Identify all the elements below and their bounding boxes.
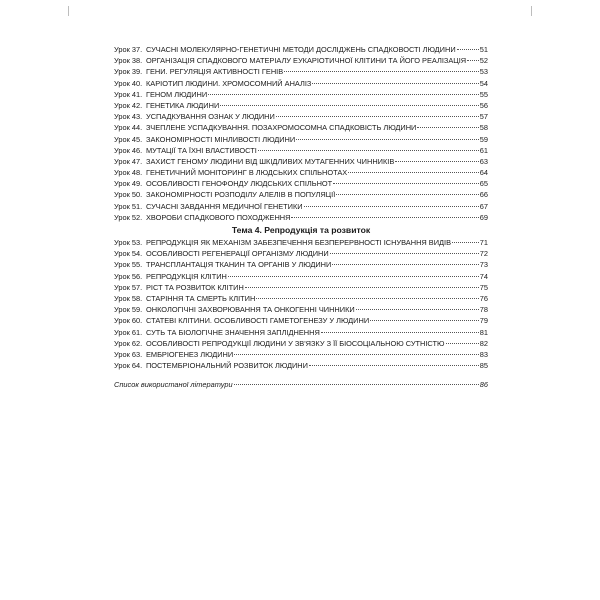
lesson-number: Урок 61. xyxy=(114,327,143,337)
lesson-title: ГЕНЕТИКА ЛЮДИНИ xyxy=(146,100,220,110)
page-number: 52 xyxy=(479,56,488,66)
references-row xyxy=(114,379,488,390)
lesson-title: ГЕНОМ ЛЮДИНИ xyxy=(146,89,208,99)
lesson-number: Урок 50. xyxy=(114,190,143,200)
dot-leader xyxy=(228,276,479,277)
toc-entry xyxy=(114,327,488,338)
lesson-number: Урок 57. xyxy=(114,282,143,292)
page-number: 56 xyxy=(479,100,488,110)
lesson-number: Урок 49. xyxy=(114,179,143,189)
dot-leader xyxy=(312,83,478,84)
lesson-title: ПОСТЕМБРІОНАЛЬНИЙ РОЗВИТОК ЛЮДИНИ xyxy=(146,361,308,371)
dot-leader xyxy=(467,60,479,61)
lesson-title: СУТЬ ТА БІОЛОГІЧНЕ ЗНАЧЕННЯ ЗАПЛІДНЕННЯ xyxy=(146,327,320,337)
toc-entry xyxy=(114,304,488,315)
lesson-title: РІСТ ТА РОЗВИТОК КЛІТИН xyxy=(146,282,244,292)
toc-entry xyxy=(114,315,488,326)
page-number: 83 xyxy=(479,349,488,359)
toc-entry xyxy=(114,349,488,360)
page-number: 57 xyxy=(479,112,488,122)
toc-entry xyxy=(114,156,488,167)
lesson-title: ОСОБЛИВОСТІ РЕГЕНЕРАЦІЇ ОРГАНІЗМУ ЛЮДИНИ xyxy=(146,249,329,259)
section-heading: Тема 4. Репродукція та розвиток xyxy=(231,225,371,235)
toc-entry xyxy=(114,293,488,304)
dot-leader xyxy=(309,365,479,366)
dot-leader xyxy=(321,332,479,333)
lesson-number: Урок 37. xyxy=(114,45,143,54)
toc-entry xyxy=(114,134,488,145)
dot-leader xyxy=(234,384,479,385)
lesson-title: МУТАЦІЇ ТА ЇХНІ ВЛАСТИВОСТІ xyxy=(146,145,257,155)
lesson-title: СТАТЕВІ КЛІТИНИ. ОСОБЛИВОСТІ ГАМЕТОГЕНЕЗУ У ЛЮДИНИ xyxy=(146,316,370,326)
lesson-title: ЗАКОНОМІРНОСТІ РОЗПОДІЛУ АЛЕЛІВ В ПОПУЛЯЦІЇ xyxy=(146,190,336,200)
dot-leader xyxy=(234,354,479,355)
toc-entry xyxy=(114,100,488,111)
lesson-number: Урок 59. xyxy=(114,305,143,315)
page-number: 82 xyxy=(479,338,488,348)
crop-mark-left xyxy=(68,6,69,16)
toc-entry xyxy=(114,201,488,212)
dot-leader xyxy=(348,172,479,173)
toc-entry xyxy=(114,122,488,133)
lesson-title: ОСОБЛИВОСТІ ГЕНОФОНДУ ЛЮДСЬКИХ СПІЛЬНОТ xyxy=(146,179,333,189)
lesson-number: Урок 53. xyxy=(114,238,143,247)
page-number: 51 xyxy=(479,45,488,54)
toc-entry xyxy=(114,167,488,178)
lesson-number: Урок 45. xyxy=(114,134,143,144)
toc-entry xyxy=(114,66,488,77)
lesson-title: ОСОБЛИВОСТІ РЕПРОДУКЦІЇ ЛЮДИНИ У ЗВ'ЯЗКУ З ЇЇ БІОСОЦІАЛЬНОЮ СУТНІСТЮ xyxy=(146,338,445,348)
page-number: 66 xyxy=(479,190,488,200)
page-number: 64 xyxy=(479,168,488,178)
lesson-number: Урок 38. xyxy=(114,56,143,66)
toc-entry xyxy=(114,78,488,89)
toc-entry xyxy=(114,178,488,189)
lesson-number: Урок 62. xyxy=(114,338,143,348)
toc-entry xyxy=(114,44,488,55)
toc-entry xyxy=(114,89,488,100)
toc-entry xyxy=(114,189,488,200)
page-number: 69 xyxy=(479,212,488,222)
page-number: 81 xyxy=(479,327,488,337)
page-number: 73 xyxy=(479,260,488,270)
lesson-title: СТАРІННЯ ТА СМЕРТЬ КЛІТИН xyxy=(146,293,256,303)
lesson-title: СУЧАСНІ МОЛЕКУЛЯРНО-ГЕНЕТИЧНІ МЕТОДИ ДОСЛІДЖЕНЬ СПАДКОВОСТІ ЛЮДИНИ xyxy=(146,45,456,54)
dot-leader xyxy=(417,127,478,128)
toc-entry xyxy=(114,212,488,223)
lesson-number: Урок 54. xyxy=(114,249,143,259)
lesson-number: Урок 43. xyxy=(114,112,143,122)
toc-entry xyxy=(114,282,488,293)
page-number: 78 xyxy=(479,305,488,315)
lesson-number: Урок 58. xyxy=(114,293,143,303)
dot-leader xyxy=(284,71,479,72)
dot-leader xyxy=(304,206,479,207)
toc-entry xyxy=(114,271,488,282)
dot-leader xyxy=(356,309,479,310)
dot-leader xyxy=(258,150,479,151)
lesson-title: ОРГАНІЗАЦІЯ СПАДКОВОГО МАТЕРІАЛУ ЕУКАРІОТИЧНОЇ КЛІТИНИ ТА ЙОГО РЕАЛІЗАЦІЯ xyxy=(146,56,467,66)
dot-leader xyxy=(276,116,479,117)
lesson-number: Урок 48. xyxy=(114,168,143,178)
toc-entry xyxy=(114,145,488,156)
dot-leader xyxy=(245,287,479,288)
references-title: Список використаної літератури xyxy=(114,380,233,390)
lesson-title: ГЕНИ. РЕГУЛЯЦІЯ АКТИВНОСТІ ГЕНІВ xyxy=(146,67,284,77)
dot-leader xyxy=(220,105,478,106)
lesson-number: Урок 44. xyxy=(114,123,143,133)
page-number: 67 xyxy=(479,201,488,211)
toc-entry xyxy=(114,248,488,259)
toc-entry xyxy=(114,360,488,371)
references-page: 86 xyxy=(479,380,488,390)
dot-leader xyxy=(446,343,479,344)
toc-entry xyxy=(114,338,488,349)
lesson-number: Урок 40. xyxy=(114,78,143,88)
dot-leader xyxy=(395,161,479,162)
page-number: 65 xyxy=(479,179,488,189)
page-number: 58 xyxy=(479,123,488,133)
dot-leader xyxy=(296,139,479,140)
lesson-number: Урок 47. xyxy=(114,156,143,166)
toc-entry xyxy=(114,237,488,248)
page-number: 76 xyxy=(479,293,488,303)
page-number: 54 xyxy=(479,78,488,88)
lesson-title: ЗАХИСТ ГЕНОМУ ЛЮДИНИ ВІД ШКІДЛИВИХ МУТАГЕННИХ ЧИННИКІВ xyxy=(146,156,395,166)
dot-leader xyxy=(336,194,479,195)
toc-entry xyxy=(114,259,488,270)
page-number: 61 xyxy=(479,145,488,155)
lesson-number: Урок 56. xyxy=(114,271,143,281)
lesson-title: КАРІОТИП ЛЮДИНИ. ХРОМОСОМНИЙ АНАЛІЗ xyxy=(146,78,312,88)
lesson-number: Урок 51. xyxy=(114,201,143,211)
page-number: 75 xyxy=(479,282,488,292)
toc-entry xyxy=(114,111,488,122)
page-number: 59 xyxy=(479,134,488,144)
page-number: 74 xyxy=(479,271,488,281)
dot-leader xyxy=(332,264,478,265)
dot-leader xyxy=(208,94,479,95)
lesson-title: ЕМБРІОГЕНЕЗ ЛЮДИНИ xyxy=(146,349,234,359)
lesson-title: УСПАДКУВАННЯ ОЗНАК У ЛЮДИНИ xyxy=(146,112,275,122)
page-number: 71 xyxy=(479,238,488,247)
dot-leader xyxy=(291,217,478,218)
dot-leader xyxy=(333,183,479,184)
lesson-number: Урок 63. xyxy=(114,349,143,359)
dot-leader xyxy=(370,320,479,321)
toc-entry xyxy=(114,55,488,66)
dot-leader xyxy=(256,298,478,299)
page-number: 72 xyxy=(479,249,488,259)
page-number: 79 xyxy=(479,316,488,326)
lesson-title: ОНКОЛОГІЧНІ ЗАХВОРЮВАННЯ ТА ОНКОГЕННІ ЧИННИКИ xyxy=(146,305,355,315)
dot-leader xyxy=(330,253,479,254)
lesson-number: Урок 55. xyxy=(114,260,143,270)
lesson-title: ГЕНЕТИЧНИЙ МОНІТОРИНГ В ЛЮДСЬКИХ СПІЛЬНОТАХ xyxy=(146,168,348,178)
page-number: 63 xyxy=(479,156,488,166)
page-number: 85 xyxy=(479,361,488,371)
page-number: 55 xyxy=(479,89,488,99)
lesson-number: Урок 39. xyxy=(114,67,143,77)
lesson-number: Урок 41. xyxy=(114,89,143,99)
crop-mark-right xyxy=(531,6,532,16)
lesson-title: ЗАКОНОМІРНОСТІ МІНЛИВОСТІ ЛЮДИНИ xyxy=(146,134,296,144)
lesson-number: Урок 42. xyxy=(114,100,143,110)
page-number: 53 xyxy=(479,67,488,77)
toc-group-2 xyxy=(114,237,488,371)
lesson-title: СУЧАСНІ ЗАВДАННЯ МЕДИЧНОЇ ГЕНЕТИКИ xyxy=(146,201,303,211)
lesson-title: ХВОРОБИ СПАДКОВОГО ПОХОДЖЕННЯ xyxy=(146,212,291,222)
lesson-title: РЕПРОДУКЦІЯ КЛІТИН xyxy=(146,271,227,281)
dot-leader xyxy=(457,49,479,50)
dot-leader xyxy=(452,242,479,243)
toc-group-1 xyxy=(114,44,488,223)
lesson-number: Урок 46. xyxy=(114,145,143,155)
lesson-number: Урок 60. xyxy=(114,316,143,326)
lesson-number: Урок 64. xyxy=(114,361,143,371)
lesson-number: Урок 52. xyxy=(114,212,143,222)
table-of-contents xyxy=(114,44,488,390)
lesson-title: РЕПРОДУКЦІЯ ЯК МЕХАНІЗМ ЗАБЕЗПЕЧЕННЯ БЕЗПЕРЕРВНОСТІ ІСНУВАННЯ ВИДІВ xyxy=(146,238,452,247)
lesson-title: ТРАНСПЛАНТАЦІЯ ТКАНИН ТА ОРГАНІВ У ЛЮДИНИ xyxy=(146,260,332,270)
lesson-title: ЗЧЕПЛЕНЕ УСПАДКУВАННЯ. ПОЗАХРОМОСОМНА СПАДКОВІСТЬ ЛЮДИНИ xyxy=(146,123,417,133)
